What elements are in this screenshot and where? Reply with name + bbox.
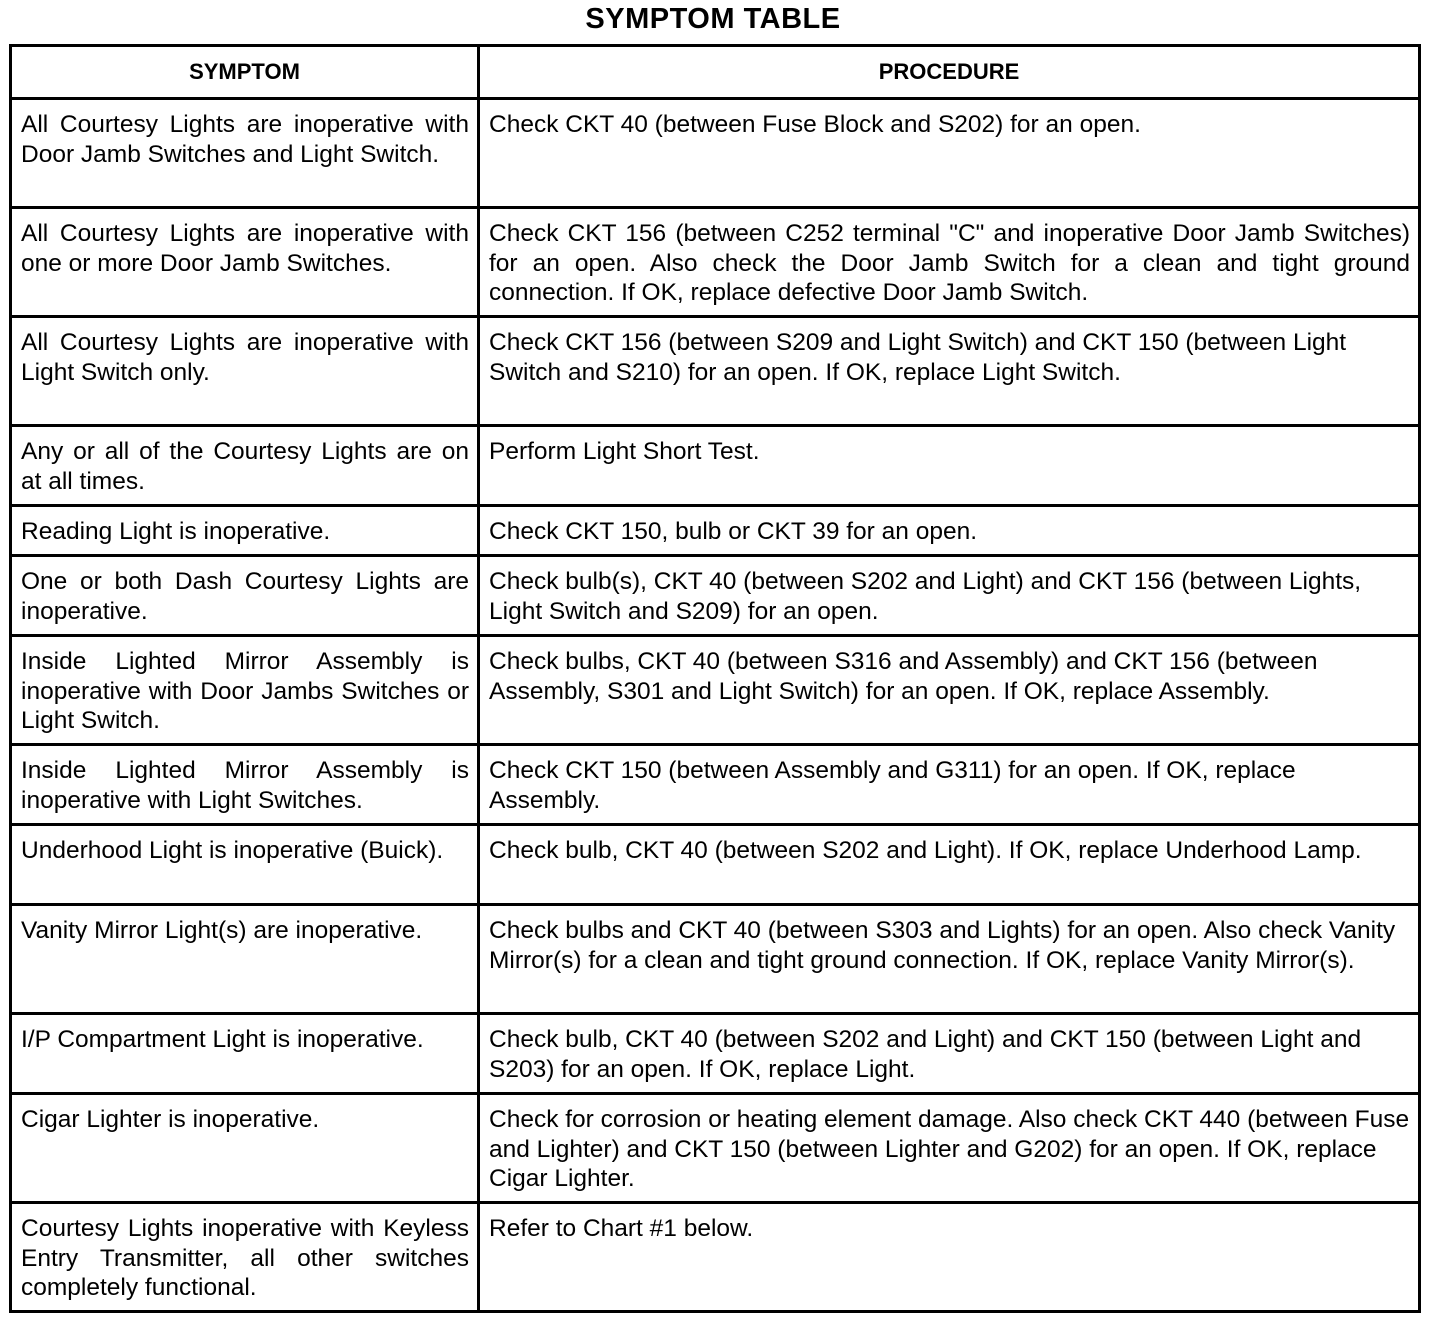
procedure-cell: Check CKT 156 (between S209 and Light Switch) and CKT 150 (between Light Switch and S210) for an open. If OK, replace Light Switch. — [479, 317, 1420, 426]
symptom-cell: All Courtesy Lights are inoperative with Light Switch only. — [11, 317, 479, 426]
table-row — [11, 208, 1420, 317]
procedure-cell: Check CKT 150, bulb or CKT 39 for an open. — [479, 506, 1420, 556]
procedure-cell: Refer to Chart #1 below. — [479, 1203, 1420, 1312]
procedure-cell: Check bulb, CKT 40 (between S202 and Light). If OK, replace Underhood Lamp. — [479, 825, 1420, 905]
table-row — [11, 1014, 1420, 1094]
symptom-cell: Courtesy Lights inoperative with Keyless Entry Transmitter, all other switches completely functional. — [11, 1203, 479, 1312]
symptom-cell: One or both Dash Courtesy Lights are inoperative. — [11, 556, 479, 636]
table-row — [11, 1203, 1420, 1312]
table-row — [11, 426, 1420, 506]
symptom-cell: I/P Compartment Light is inoperative. — [11, 1014, 479, 1094]
symptom-cell: Vanity Mirror Light(s) are inoperative. — [11, 905, 479, 1014]
table-row — [11, 99, 1420, 208]
symptom-cell: Reading Light is inoperative. — [11, 506, 479, 556]
procedure-cell: Check CKT 40 (between Fuse Block and S202) for an open. — [479, 99, 1420, 208]
procedure-column-header: PROCEDURE — [479, 46, 1420, 99]
procedure-cell: Perform Light Short Test. — [479, 426, 1420, 506]
table-row — [11, 556, 1420, 636]
table-row — [11, 905, 1420, 1014]
table-row — [11, 825, 1420, 905]
procedure-cell: Check bulbs and CKT 40 (between S303 and Lights) for an open. Also check Vanity Mirror(s) for a clean and tight ground connection. If OK, replace Vanity Mirror(s). — [479, 905, 1420, 1014]
symptom-cell: Underhood Light is inoperative (Buick). — [11, 825, 479, 905]
table-row — [11, 317, 1420, 426]
table-header-row — [11, 46, 1420, 99]
symptom-cell: Any or all of the Courtesy Lights are on at all times. — [11, 426, 479, 506]
table-row — [11, 506, 1420, 556]
procedure-cell: Check bulbs, CKT 40 (between S316 and Assembly) and CKT 156 (between Assembly, S301 and Light Switch) for an open. If OK, replace Assembly. — [479, 636, 1420, 745]
symptom-table — [9, 44, 1421, 1313]
symptom-cell: All Courtesy Lights are inoperative with one or more Door Jamb Switches. — [11, 208, 479, 317]
procedure-cell: Check CKT 150 (between Assembly and G311) for an open. If OK, replace Assembly. — [479, 745, 1420, 825]
symptom-column-header: SYMPTOM — [11, 46, 479, 99]
table-row — [11, 745, 1420, 825]
table-row — [11, 1094, 1420, 1203]
symptom-cell: Inside Lighted Mirror Assembly is inoperative with Door Jambs Switches or Light Switch. — [11, 636, 479, 745]
procedure-cell: Check bulb, CKT 40 (between S202 and Light) and CKT 150 (between Light and S203) for an open. If OK, replace Light. — [479, 1014, 1420, 1094]
symptom-cell: All Courtesy Lights are inoperative with Door Jamb Switches and Light Switch. — [11, 99, 479, 208]
procedure-cell: Check CKT 156 (between C252 terminal "C" and inoperative Door Jamb Switches) for an open. Also check the Door Jamb Switch for a clean and tight ground connection. If OK, replace defective Door Jamb Switch. — [479, 208, 1420, 317]
page-title: SYMPTOM TABLE — [585, 3, 841, 35]
table-row — [11, 636, 1420, 745]
procedure-cell: Check bulb(s), CKT 40 (between S202 and Light) and CKT 156 (between Lights, Light Switch and S209) for an open. — [479, 556, 1420, 636]
symptom-cell: Inside Lighted Mirror Assembly is inoperative with Light Switches. — [11, 745, 479, 825]
symptom-cell: Cigar Lighter is inoperative. — [11, 1094, 479, 1203]
procedure-cell: Check for corrosion or heating element damage. Also check CKT 440 (between Fuse and Lighter) and CKT 150 (between Lighter and G202) for an open. If OK, replace Cigar Lighter. — [479, 1094, 1420, 1203]
